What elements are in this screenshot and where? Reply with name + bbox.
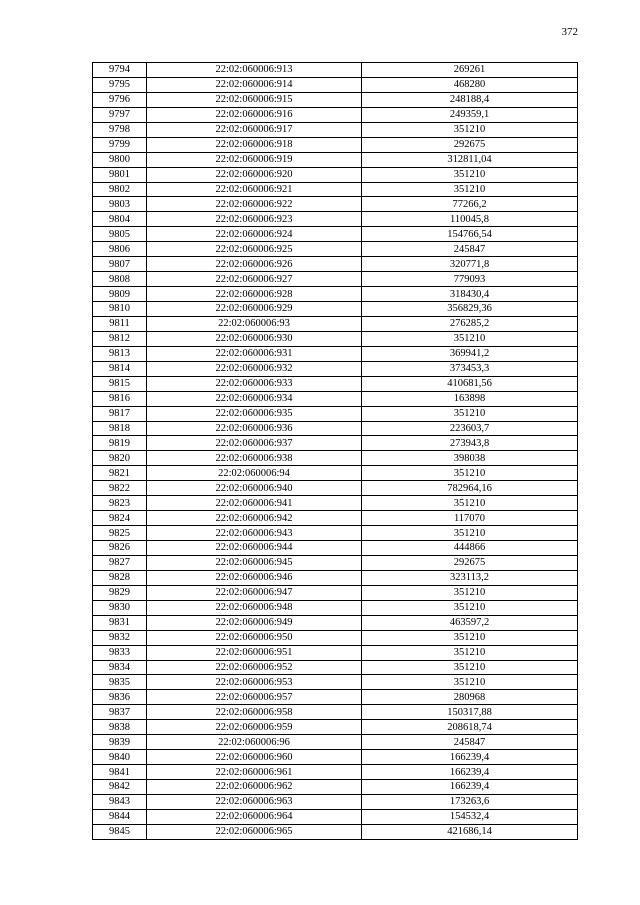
cadastral-value-cell: 280968 [362,690,578,705]
table-row [93,794,578,809]
cadastral-value-cell: 351210 [362,466,578,481]
table-row [93,690,578,705]
row-number-cell: 9795 [93,77,147,92]
row-number-cell: 9801 [93,167,147,182]
cadastral-number-cell: 22:02:060006:937 [147,436,362,451]
table-row [93,600,578,615]
cadastral-value-cell: 463597,2 [362,615,578,630]
row-number-cell: 9813 [93,346,147,361]
cadastral-number-cell: 22:02:060006:936 [147,421,362,436]
cadastral-value-cell: 249359,1 [362,107,578,122]
table-row [93,167,578,182]
table-row [93,496,578,511]
table-row [93,77,578,92]
cadastral-number-cell: 22:02:060006:918 [147,137,362,152]
row-number-cell: 9835 [93,675,147,690]
row-number-cell: 9822 [93,481,147,496]
cadastral-value-cell: 373453,3 [362,361,578,376]
row-number-cell: 9844 [93,809,147,824]
cadastral-value-cell: 223603,7 [362,421,578,436]
row-number-cell: 9842 [93,780,147,795]
cadastral-number-cell: 22:02:060006:927 [147,272,362,287]
table-row [93,287,578,302]
cadastral-value-cell: 245847 [362,242,578,257]
table-body [93,63,578,840]
cadastral-value-cell: 398038 [362,451,578,466]
table-row [93,645,578,660]
cadastral-value-cell: 351210 [362,645,578,660]
row-number-cell: 9845 [93,824,147,839]
table-row [93,272,578,287]
cadastral-value-cell: 320771,8 [362,257,578,272]
cadastral-number-cell: 22:02:060006:949 [147,615,362,630]
cadastral-number-cell: 22:02:060006:952 [147,660,362,675]
row-number-cell: 9823 [93,496,147,511]
cadastral-number-cell: 22:02:060006:922 [147,197,362,212]
row-number-cell: 9808 [93,272,147,287]
cadastral-value-cell: 150317,88 [362,705,578,720]
row-number-cell: 9821 [93,466,147,481]
cadastral-number-cell: 22:02:060006:914 [147,77,362,92]
cadastral-value-cell: 117070 [362,511,578,526]
table-row [93,451,578,466]
row-number-cell: 9796 [93,92,147,107]
cadastral-value-cell: 351210 [362,167,578,182]
page-number: 372 [561,26,578,38]
table-row [93,824,578,839]
cadastral-value-cell: 163898 [362,391,578,406]
cadastral-number-cell: 22:02:060006:96 [147,735,362,750]
row-number-cell: 9804 [93,212,147,227]
row-number-cell: 9800 [93,152,147,167]
table-row [93,92,578,107]
cadastral-number-cell: 22:02:060006:921 [147,182,362,197]
cadastral-value-cell: 276285,2 [362,316,578,331]
cadastral-number-cell: 22:02:060006:943 [147,526,362,541]
cadastral-value-cell: 292675 [362,555,578,570]
table-row [93,615,578,630]
cadastral-value-cell: 154766,54 [362,227,578,242]
row-number-cell: 9839 [93,735,147,750]
cadastral-value-cell: 421686,14 [362,824,578,839]
cadastral-value-cell: 208618,74 [362,720,578,735]
row-number-cell: 9832 [93,630,147,645]
table-row [93,436,578,451]
cadastral-value-cell: 351210 [362,585,578,600]
cadastral-number-cell: 22:02:060006:931 [147,346,362,361]
cadastral-value-cell: 444866 [362,541,578,556]
row-number-cell: 9838 [93,720,147,735]
row-number-cell: 9794 [93,63,147,78]
row-number-cell: 9797 [93,107,147,122]
cadastral-number-cell: 22:02:060006:919 [147,152,362,167]
row-number-cell: 9833 [93,645,147,660]
row-number-cell: 9816 [93,391,147,406]
row-number-cell: 9829 [93,585,147,600]
cadastral-value-cell: 77266,2 [362,197,578,212]
row-number-cell: 9807 [93,257,147,272]
cadastral-number-cell: 22:02:060006:93 [147,316,362,331]
row-number-cell: 9831 [93,615,147,630]
table-row [93,107,578,122]
row-number-cell: 9798 [93,122,147,137]
table-row [93,257,578,272]
cadastral-number-cell: 22:02:060006:953 [147,675,362,690]
cadastral-number-cell: 22:02:060006:942 [147,511,362,526]
cadastral-value-cell: 323113,2 [362,570,578,585]
table-row [93,182,578,197]
cadastral-value-cell: 351210 [362,122,578,137]
table-row [93,675,578,690]
cadastral-value-cell: 351210 [362,660,578,675]
cadastral-value-cell: 245847 [362,735,578,750]
cadastral-number-cell: 22:02:060006:961 [147,765,362,780]
cadastral-number-cell: 22:02:060006:941 [147,496,362,511]
cadastral-number-cell: 22:02:060006:913 [147,63,362,78]
cadastral-number-cell: 22:02:060006:94 [147,466,362,481]
row-number-cell: 9828 [93,570,147,585]
table-row [93,391,578,406]
cadastral-number-cell: 22:02:060006:925 [147,242,362,257]
table-row [93,122,578,137]
row-number-cell: 9826 [93,541,147,556]
row-number-cell: 9805 [93,227,147,242]
table-row [93,227,578,242]
row-number-cell: 9799 [93,137,147,152]
cadastral-number-cell: 22:02:060006:930 [147,331,362,346]
table-row [93,302,578,317]
cadastral-number-cell: 22:02:060006:929 [147,302,362,317]
cadastral-number-cell: 22:02:060006:924 [147,227,362,242]
table-row [93,466,578,481]
cadastral-number-cell: 22:02:060006:917 [147,122,362,137]
table-row [93,212,578,227]
table-row [93,481,578,496]
row-number-cell: 9825 [93,526,147,541]
table-row [93,137,578,152]
cadastral-value-cell: 166239,4 [362,750,578,765]
cadastral-number-cell: 22:02:060006:934 [147,391,362,406]
cadastral-number-cell: 22:02:060006:948 [147,600,362,615]
table-row [93,585,578,600]
cadastral-value-cell: 110045,8 [362,212,578,227]
table-row [93,406,578,421]
cadastral-number-cell: 22:02:060006:965 [147,824,362,839]
cadastral-value-cell: 173263,6 [362,794,578,809]
row-number-cell: 9809 [93,287,147,302]
cadastral-number-cell: 22:02:060006:963 [147,794,362,809]
cadastral-value-cell: 410681,56 [362,376,578,391]
table-row [93,242,578,257]
cadastral-number-cell: 22:02:060006:960 [147,750,362,765]
table-row [93,660,578,675]
cadastral-value-cell: 351210 [362,600,578,615]
row-number-cell: 9843 [93,794,147,809]
table-row [93,705,578,720]
row-number-cell: 9803 [93,197,147,212]
cadastral-value-cell: 248188,4 [362,92,578,107]
cadastral-value-cell: 318430,4 [362,287,578,302]
row-number-cell: 9815 [93,376,147,391]
cadastral-value-table [92,62,578,840]
cadastral-number-cell: 22:02:060006:920 [147,167,362,182]
table-row [93,630,578,645]
cadastral-number-cell: 22:02:060006:947 [147,585,362,600]
cadastral-number-cell: 22:02:060006:932 [147,361,362,376]
cadastral-value-cell: 166239,4 [362,765,578,780]
cadastral-number-cell: 22:02:060006:915 [147,92,362,107]
table-row [93,765,578,780]
cadastral-number-cell: 22:02:060006:964 [147,809,362,824]
cadastral-value-cell: 351210 [362,182,578,197]
table-row [93,346,578,361]
cadastral-value-cell: 779093 [362,272,578,287]
cadastral-value-cell: 351210 [362,406,578,421]
table-row [93,555,578,570]
row-number-cell: 9811 [93,316,147,331]
cadastral-value-cell: 351210 [362,331,578,346]
table-row [93,511,578,526]
cadastral-value-cell: 269261 [362,63,578,78]
table-row [93,570,578,585]
row-number-cell: 9824 [93,511,147,526]
cadastral-number-cell: 22:02:060006:962 [147,780,362,795]
cadastral-value-cell: 292675 [362,137,578,152]
cadastral-number-cell: 22:02:060006:935 [147,406,362,421]
table-row [93,780,578,795]
cadastral-value-cell: 356829,36 [362,302,578,317]
table-row [93,735,578,750]
row-number-cell: 9817 [93,406,147,421]
cadastral-number-cell: 22:02:060006:933 [147,376,362,391]
cadastral-value-cell: 351210 [362,496,578,511]
cadastral-value-cell: 273943,8 [362,436,578,451]
row-number-cell: 9814 [93,361,147,376]
cadastral-value-cell: 154532,4 [362,809,578,824]
cadastral-number-cell: 22:02:060006:926 [147,257,362,272]
row-number-cell: 9837 [93,705,147,720]
table-row [93,720,578,735]
table-row [93,809,578,824]
cadastral-number-cell: 22:02:060006:959 [147,720,362,735]
table-row [93,526,578,541]
cadastral-value-cell: 782964,16 [362,481,578,496]
table-row [93,331,578,346]
cadastral-number-cell: 22:02:060006:946 [147,570,362,585]
row-number-cell: 9819 [93,436,147,451]
table-row [93,316,578,331]
row-number-cell: 9818 [93,421,147,436]
table-row [93,152,578,167]
cadastral-number-cell: 22:02:060006:944 [147,541,362,556]
row-number-cell: 9820 [93,451,147,466]
cadastral-number-cell: 22:02:060006:945 [147,555,362,570]
table-row [93,541,578,556]
cadastral-value-cell: 351210 [362,630,578,645]
row-number-cell: 9810 [93,302,147,317]
cadastral-value-cell: 351210 [362,526,578,541]
cadastral-number-cell: 22:02:060006:950 [147,630,362,645]
cadastral-number-cell: 22:02:060006:928 [147,287,362,302]
cadastral-value-cell: 351210 [362,675,578,690]
row-number-cell: 9840 [93,750,147,765]
table-row [93,750,578,765]
cadastral-number-cell: 22:02:060006:958 [147,705,362,720]
cadastral-value-cell: 166239,4 [362,780,578,795]
row-number-cell: 9802 [93,182,147,197]
table-row [93,361,578,376]
row-number-cell: 9827 [93,555,147,570]
table-row [93,63,578,78]
cadastral-number-cell: 22:02:060006:923 [147,212,362,227]
table-row [93,197,578,212]
cadastral-number-cell: 22:02:060006:940 [147,481,362,496]
cadastral-value-cell: 468280 [362,77,578,92]
cadastral-number-cell: 22:02:060006:916 [147,107,362,122]
row-number-cell: 9830 [93,600,147,615]
row-number-cell: 9834 [93,660,147,675]
row-number-cell: 9841 [93,765,147,780]
cadastral-number-cell: 22:02:060006:951 [147,645,362,660]
cadastral-number-cell: 22:02:060006:938 [147,451,362,466]
row-number-cell: 9812 [93,331,147,346]
table-row [93,376,578,391]
cadastral-number-cell: 22:02:060006:957 [147,690,362,705]
row-number-cell: 9836 [93,690,147,705]
row-number-cell: 9806 [93,242,147,257]
cadastral-value-cell: 312811,04 [362,152,578,167]
table-row [93,421,578,436]
cadastral-value-cell: 369941,2 [362,346,578,361]
